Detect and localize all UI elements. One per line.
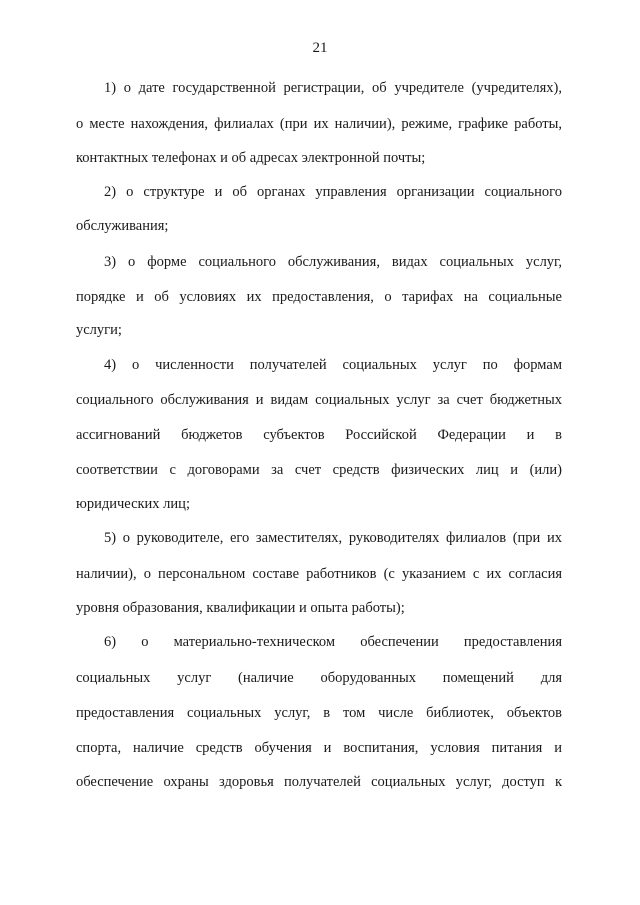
page-number: 21 [312,40,328,56]
text-line: 2) о структуре и об органах управления организации социального [104,184,562,200]
text-line: соответствии с договорами за счет средств физических лиц и (или) [76,462,562,478]
text-line: спорта, наличие средств обучения и воспитания, условия питания и [76,740,562,756]
text-line: обслуживания; [76,218,169,234]
text-line: социальных услуг (наличие оборудованных помещений для [76,670,562,686]
text-line: контактных телефонах и об адресах электронной почты; [76,150,426,166]
text-line: услуги; [76,322,122,338]
text-line: предоставления социальных услуг, в том числе библиотек, объектов [76,705,562,721]
text-line: 6) о материально-техническом обеспечении предоставления [104,634,562,650]
text-line: обеспечение охраны здоровья получателей социальных услуг, доступ к [76,774,562,790]
text-line: 5) о руководителе, его заместителях, руководителях филиалов (при их [104,530,562,546]
text-line: уровня образования, квалификации и опыта работы); [76,600,405,616]
text-line: социального обслуживания и видам социальных услуг за счет бюджетных [76,392,562,408]
text-line: 3) о форме социального обслуживания, видах социальных услуг, [104,254,562,270]
text-line: 4) о численности получателей социальных услуг по формам [104,357,562,373]
text-line: порядке и об условиях их предоставления, о тарифах на социальные [76,289,562,305]
text-line: о месте нахождения, филиалах (при их наличии), режиме, графике работы, [76,116,562,132]
text-line: ассигнований бюджетов субъектов Российской Федерации и в [76,427,562,443]
text-line: 1) о дате государственной регистрации, об учредителе (учредителях), [104,80,562,96]
text-line: юридических лиц; [76,496,190,512]
text-line: наличии), о персональном составе работников (с указанием с их согласия [76,566,562,582]
